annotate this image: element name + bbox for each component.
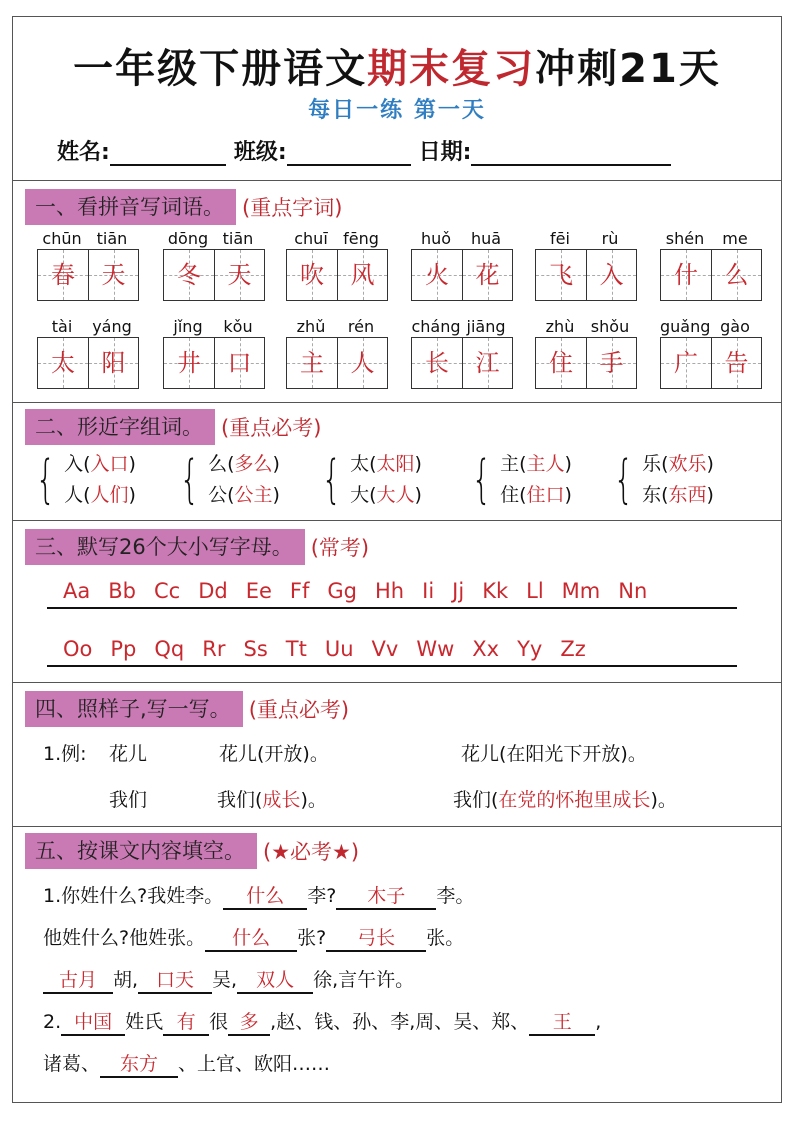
section-heading: 二、形近字组词。 (重点必考) <box>25 409 321 445</box>
letter-pair: Rr <box>202 637 226 661</box>
char-box[interactable]: 火 <box>412 250 462 300</box>
student-info <box>57 135 679 166</box>
brace-icon: { <box>321 450 342 510</box>
blank[interactable]: 什么 <box>223 881 307 910</box>
char-box[interactable]: 住 <box>536 338 586 388</box>
pinyin-label: shén <box>665 229 705 248</box>
char-box[interactable]: 么 <box>711 250 761 300</box>
blank[interactable]: 王 <box>529 1007 595 1036</box>
pinyin-label: gào <box>720 317 750 336</box>
answer[interactable]: 大人 <box>376 484 415 506</box>
char-box[interactable]: 长 <box>412 338 462 388</box>
question-long[interactable]: 我们(在党的怀抱里成长)。 <box>453 789 677 811</box>
pinyin-label: guǎng <box>660 317 711 336</box>
pinyin-word-grid <box>286 317 388 389</box>
section-heading: 一、看拼音写词语。 (重点字词) <box>25 189 342 225</box>
char-box[interactable]: 江 <box>462 338 512 388</box>
brace-icon: { <box>471 450 492 510</box>
letter-pair: Jj <box>452 579 465 603</box>
brace-icon: { <box>179 450 200 510</box>
blank[interactable]: 多 <box>228 1007 270 1036</box>
fill-line-1: 1.你姓什么?我姓李。 什么 李? 木子 李。 <box>43 881 474 910</box>
pinyin-label: dōng <box>167 229 209 248</box>
char-box[interactable]: 人 <box>337 338 387 388</box>
pinyin-word-grid <box>286 229 388 301</box>
section-imitate <box>13 683 781 827</box>
pinyin-label: kǒu <box>223 317 253 336</box>
pinyin-word-grid <box>660 317 762 389</box>
blank[interactable]: 东方 <box>100 1049 178 1078</box>
brace-icon: { <box>35 450 56 510</box>
answer[interactable]: 东西 <box>668 484 707 506</box>
alphabet-row-1 <box>47 579 737 609</box>
blank[interactable]: 口天 <box>138 965 212 994</box>
pinyin-word-grid <box>660 229 762 301</box>
pinyin-label: chūn <box>42 229 82 248</box>
section-similar-chars <box>13 403 781 521</box>
letter-pair: Mm <box>561 579 601 603</box>
example-word: 花儿 <box>109 743 148 765</box>
alphabet-row-2 <box>47 637 737 667</box>
letter-pair: Dd <box>198 579 228 603</box>
letter-pair: Bb <box>108 579 136 603</box>
similar-char-pair: { 乐(欢乐) 东(东西) <box>613 450 714 510</box>
pinyin-word-grid <box>163 317 265 389</box>
blank[interactable]: 有 <box>163 1007 209 1036</box>
char-box[interactable]: 吹 <box>287 250 337 300</box>
pinyin-label: rén <box>347 317 375 336</box>
letter-pair: Cc <box>153 579 181 603</box>
pinyin-word-grid <box>163 229 265 301</box>
letter-pair: Oo <box>63 637 93 661</box>
char-box[interactable]: 广 <box>661 338 711 388</box>
letter-pair: Tt <box>285 637 307 661</box>
pinyin-word-grid <box>37 229 139 301</box>
name-field[interactable] <box>110 142 226 166</box>
char-box[interactable]: 冬 <box>164 250 214 300</box>
class-field[interactable] <box>287 142 411 166</box>
fill-line-5: 诸葛、 东方 、上官、欧阳…… <box>43 1049 330 1078</box>
char-box[interactable]: 天 <box>214 250 264 300</box>
worksheet <box>12 16 782 1103</box>
header-section <box>13 17 781 181</box>
pinyin-label: chuī <box>294 229 328 248</box>
letter-pair: Uu <box>324 637 354 661</box>
similar-char-pair: { 入(入口) 人(人们) <box>35 450 136 510</box>
fill-line-3: 古月 胡, 口天 吴, 双人 徐,言午许。 <box>43 965 414 994</box>
letter-pair: Gg <box>327 579 358 603</box>
brace-icon: { <box>613 450 634 510</box>
pinyin-label: fēi <box>550 229 570 248</box>
section-heading: 五、按课文内容填空。 (★必考★) <box>25 833 359 869</box>
char-box[interactable]: 手 <box>586 338 636 388</box>
section-heading: 三、默写26个大小写字母。 (常考) <box>25 529 369 565</box>
char-box[interactable]: 春 <box>38 250 88 300</box>
char-box[interactable]: 主 <box>287 338 337 388</box>
char-box[interactable]: 阳 <box>88 338 138 388</box>
letter-pair: Pp <box>110 637 137 661</box>
blank[interactable]: 古月 <box>43 965 113 994</box>
pinyin-label: fēng <box>343 229 379 248</box>
pinyin-label: huǒ <box>420 229 452 248</box>
pinyin-label: jǐng <box>173 317 203 336</box>
letter-pair: Xx <box>472 637 500 661</box>
pinyin-label: tiān <box>96 229 128 248</box>
answer[interactable]: 多么 <box>234 453 273 475</box>
letter-pair: Vv <box>371 637 399 661</box>
blank[interactable]: 中国 <box>61 1007 125 1036</box>
date-label: 日期: <box>418 140 472 165</box>
question-short[interactable]: 我们(成长)。 <box>217 789 327 811</box>
pinyin-label: cháng <box>411 317 461 336</box>
char-box[interactable]: 飞 <box>536 250 586 300</box>
letter-pair: Yy <box>517 637 543 661</box>
letter-pair: Qq <box>154 637 185 661</box>
char-box[interactable]: 风 <box>337 250 387 300</box>
example-label: 1.例: <box>43 743 87 765</box>
section-heading: 四、照样子,写一写。 (重点必考) <box>25 691 349 727</box>
question-word: 我们 <box>109 789 148 811</box>
char-box[interactable]: 太 <box>38 338 88 388</box>
letter-pair: Ww <box>416 637 455 661</box>
blank[interactable]: 什么 <box>205 923 297 952</box>
fill-line-4: 2. 中国 姓氏 有 很 多 ,赵、钱、孙、李,周、吴、郑、 王 , <box>43 1007 601 1036</box>
pinyin-label: tiān <box>222 229 254 248</box>
blank[interactable]: 双人 <box>237 965 313 994</box>
letter-pair: Nn <box>618 579 648 603</box>
char-box[interactable]: 口 <box>214 338 264 388</box>
pinyin-word-grid <box>535 317 637 389</box>
char-box[interactable]: 入 <box>586 250 636 300</box>
letter-pair: Ll <box>526 579 544 603</box>
page-subtitle: 每日一练 第一天 <box>308 98 486 123</box>
section-alphabet <box>13 521 781 683</box>
pinyin-label: rù <box>601 229 619 248</box>
letter-pair: Ii <box>422 579 435 603</box>
fill-line-2: 他姓什么?他姓张。 什么 张? 弓长 张。 <box>43 923 464 952</box>
pinyin-label: huā <box>470 229 502 248</box>
date-field[interactable] <box>471 142 671 166</box>
pinyin-label: yáng <box>92 317 132 336</box>
pinyin-label: zhù <box>545 317 575 336</box>
answer[interactable]: 欢乐 <box>668 453 707 475</box>
letter-pair: Ss <box>243 637 268 661</box>
example-short: 花儿(开放)。 <box>219 743 329 765</box>
char-box[interactable]: 告 <box>711 338 761 388</box>
letter-pair: Hh <box>375 579 405 603</box>
name-label: 姓名: <box>57 140 110 165</box>
pinyin-label: jiāng <box>466 317 506 336</box>
char-box[interactable]: 井 <box>164 338 214 388</box>
similar-char-pair: { 太(太阳) 大(大人) <box>321 450 422 510</box>
letter-pair: Ff <box>289 579 310 603</box>
answer[interactable]: 入口 <box>90 453 129 475</box>
letter-pair: Zz <box>560 637 586 661</box>
blank[interactable]: 弓长 <box>326 923 426 952</box>
pinyin-word-grid <box>37 317 139 389</box>
char-box[interactable]: 天 <box>88 250 138 300</box>
answer[interactable]: 主人 <box>526 453 565 475</box>
answer[interactable]: 住口 <box>526 484 565 506</box>
pinyin-word-grid <box>411 317 513 389</box>
similar-char-pair: { 主(主人) 住(住口) <box>471 450 572 510</box>
section-pinyin-words <box>13 181 781 403</box>
pinyin-label: me <box>722 229 748 248</box>
pinyin-label: tài <box>51 317 73 336</box>
pinyin-word-grid <box>411 229 513 301</box>
char-box[interactable]: 花 <box>462 250 512 300</box>
letter-pair: Kk <box>482 579 509 603</box>
answer[interactable]: 人们 <box>90 484 129 506</box>
char-box[interactable]: 什 <box>661 250 711 300</box>
class-label: 班级: <box>233 140 287 165</box>
example-long: 花儿(在阳光下开放)。 <box>461 743 647 765</box>
similar-char-pair: { 么(多么) 公(公主) <box>179 450 280 510</box>
blank[interactable]: 木子 <box>336 881 436 910</box>
answer[interactable]: 太阳 <box>376 453 415 475</box>
answer[interactable]: 公主 <box>234 484 273 506</box>
letter-pair: Ee <box>245 579 272 603</box>
page-title: 一年级下册语文期末复习冲刺21天 <box>73 46 721 92</box>
letter-pair: Aa <box>63 579 91 603</box>
section-fill-blanks <box>13 827 781 1104</box>
pinyin-label: zhǔ <box>296 317 326 336</box>
pinyin-word-grid <box>535 229 637 301</box>
pinyin-label: shǒu <box>590 317 630 336</box>
